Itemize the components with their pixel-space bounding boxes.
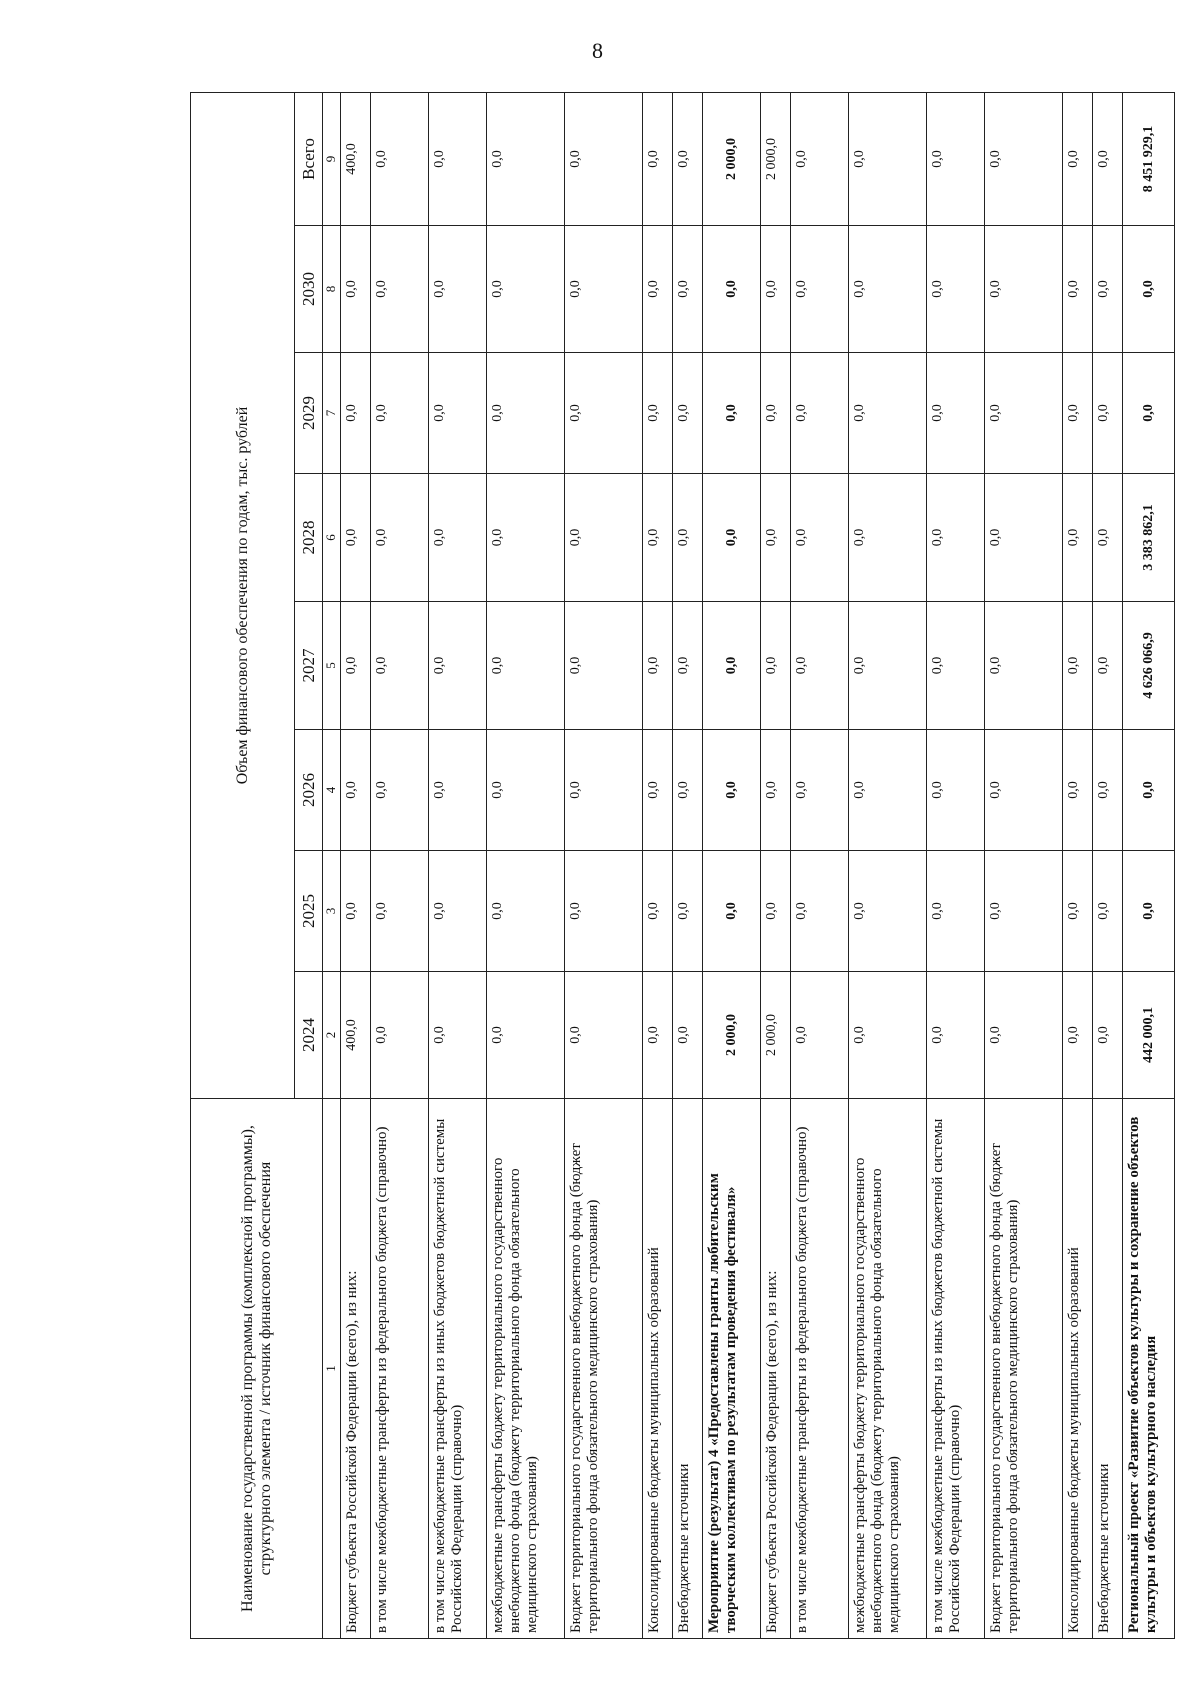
value-cell: 0,0 xyxy=(341,474,371,602)
table-row xyxy=(643,92,673,1638)
value-cell: 0,0 xyxy=(849,474,927,602)
value-cell: 0,0 xyxy=(1093,602,1123,730)
value-cell: 4 626 066,9 xyxy=(1123,602,1175,730)
value-cell: 0,0 xyxy=(703,851,761,972)
table-row xyxy=(703,92,761,1638)
volume-column-header: Объем финансового обеспечения по годам, тыс. рублей xyxy=(191,92,295,1098)
column-number: 7 xyxy=(323,353,341,474)
table-row xyxy=(565,92,643,1638)
column-number: 6 xyxy=(323,474,341,602)
total-header: Всего xyxy=(295,92,323,225)
total-value-cell: 0,0 xyxy=(927,92,985,225)
value-cell: 0,0 xyxy=(849,972,927,1099)
value-cell: 0,0 xyxy=(985,602,1063,730)
total-value-cell: 0,0 xyxy=(849,92,927,225)
value-cell: 0,0 xyxy=(761,353,791,474)
value-cell: 0,0 xyxy=(761,602,791,730)
value-cell: 0,0 xyxy=(791,851,849,972)
value-cell: 0,0 xyxy=(927,851,985,972)
value-cell: 0,0 xyxy=(341,226,371,353)
table-row xyxy=(341,92,371,1638)
value-cell: 0,0 xyxy=(429,730,487,851)
table-row xyxy=(673,92,703,1638)
value-cell: 0,0 xyxy=(487,226,565,353)
value-cell: 0,0 xyxy=(371,972,429,1099)
row-name-cell: Консолидированные бюджеты муниципальных образований xyxy=(1063,1099,1093,1639)
value-cell: 0,0 xyxy=(565,353,643,474)
value-cell: 0,0 xyxy=(565,474,643,602)
table-row xyxy=(487,92,565,1638)
total-value-cell: 0,0 xyxy=(429,92,487,225)
value-cell: 0,0 xyxy=(1093,730,1123,851)
column-number: 4 xyxy=(323,730,341,851)
value-cell: 2 000,0 xyxy=(703,972,761,1099)
table-row xyxy=(1093,92,1123,1638)
column-number: 5 xyxy=(323,602,341,730)
table-row xyxy=(429,92,487,1638)
year-header: 2028 xyxy=(295,474,323,602)
value-cell: 0,0 xyxy=(1123,226,1175,353)
value-cell: 0,0 xyxy=(1063,730,1093,851)
value-cell: 0,0 xyxy=(673,226,703,353)
value-cell: 0,0 xyxy=(371,730,429,851)
table-row xyxy=(761,92,791,1638)
value-cell: 0,0 xyxy=(703,730,761,851)
value-cell: 0,0 xyxy=(1093,851,1123,972)
value-cell: 0,0 xyxy=(927,474,985,602)
row-name-cell: Мероприятие (результат) 4 «Предоставлены гранты любительским творческим коллективам по результатам проведения фестиваля» xyxy=(703,1099,761,1639)
value-cell: 0,0 xyxy=(487,353,565,474)
value-cell: 0,0 xyxy=(565,602,643,730)
value-cell: 0,0 xyxy=(341,851,371,972)
value-cell: 3 383 862,1 xyxy=(1123,474,1175,602)
value-cell: 0,0 xyxy=(487,474,565,602)
total-value-cell: 2 000,0 xyxy=(761,92,791,225)
value-cell: 0,0 xyxy=(673,730,703,851)
value-cell: 0,0 xyxy=(1063,353,1093,474)
row-name-cell: Бюджет территориального государственного внебюджетного фонда (бюджет территориального фонда обязательного медицинского страхования) xyxy=(565,1099,643,1639)
value-cell: 0,0 xyxy=(791,353,849,474)
value-cell: 0,0 xyxy=(371,226,429,353)
value-cell: 0,0 xyxy=(565,851,643,972)
row-name-cell: Внебюджетные источники xyxy=(1093,1099,1123,1639)
value-cell: 442 000,1 xyxy=(1123,972,1175,1099)
value-cell: 0,0 xyxy=(791,972,849,1099)
table-row xyxy=(1063,92,1093,1638)
total-value-cell: 0,0 xyxy=(565,92,643,225)
total-value-cell: 8 451 929,1 xyxy=(1123,92,1175,225)
value-cell: 0,0 xyxy=(927,226,985,353)
total-value-cell: 0,0 xyxy=(371,92,429,225)
value-cell: 0,0 xyxy=(761,851,791,972)
row-name-cell: в том числе межбюджетные трансферты из федерального бюджета (справочно) xyxy=(791,1099,849,1639)
total-value-cell: 0,0 xyxy=(791,92,849,225)
row-name-cell: Внебюджетные источники xyxy=(673,1099,703,1639)
value-cell: 0,0 xyxy=(429,474,487,602)
value-cell: 0,0 xyxy=(565,730,643,851)
value-cell: 0,0 xyxy=(487,851,565,972)
value-cell: 0,0 xyxy=(643,353,673,474)
value-cell: 0,0 xyxy=(1063,972,1093,1099)
year-header: 2025 xyxy=(295,851,323,972)
year-header: 2030 xyxy=(295,226,323,353)
value-cell: 0,0 xyxy=(643,602,673,730)
row-name-cell: межбюджетные трансферты бюджету территориального государственного внебюджетного фонда (бюджету территориального фонда обязательного медицинского страхования) xyxy=(487,1099,565,1639)
value-cell: 0,0 xyxy=(985,972,1063,1099)
value-cell: 0,0 xyxy=(791,474,849,602)
financing-table xyxy=(190,92,1175,1639)
page-number: 8 xyxy=(592,38,603,63)
value-cell: 0,0 xyxy=(371,602,429,730)
value-cell: 0,0 xyxy=(565,972,643,1099)
total-value-cell: 0,0 xyxy=(487,92,565,225)
value-cell: 0,0 xyxy=(849,851,927,972)
value-cell: 400,0 xyxy=(341,972,371,1099)
value-cell: 0,0 xyxy=(791,226,849,353)
value-cell: 0,0 xyxy=(673,972,703,1099)
table-row xyxy=(985,92,1063,1638)
value-cell: 0,0 xyxy=(429,972,487,1099)
table-row xyxy=(927,92,985,1638)
value-cell: 0,0 xyxy=(643,474,673,602)
total-value-cell: 400,0 xyxy=(341,92,371,225)
value-cell: 0,0 xyxy=(703,602,761,730)
value-cell: 0,0 xyxy=(341,602,371,730)
value-cell: 0,0 xyxy=(985,474,1063,602)
value-cell: 0,0 xyxy=(371,353,429,474)
value-cell: 0,0 xyxy=(927,730,985,851)
value-cell: 0,0 xyxy=(1063,474,1093,602)
value-cell: 0,0 xyxy=(1123,353,1175,474)
table-row xyxy=(849,92,927,1638)
value-cell: 0,0 xyxy=(487,602,565,730)
table-row xyxy=(371,92,429,1638)
column-number: 2 xyxy=(323,972,341,1099)
value-cell: 0,0 xyxy=(1063,851,1093,972)
value-cell: 0,0 xyxy=(1123,730,1175,851)
total-value-cell: 0,0 xyxy=(643,92,673,225)
value-cell: 0,0 xyxy=(429,226,487,353)
value-cell: 0,0 xyxy=(673,602,703,730)
row-name-cell: в том числе межбюджетные трансферты из иных бюджетов бюджетной системы Российской Федерации (справочно) xyxy=(927,1099,985,1639)
column-number: 9 xyxy=(323,92,341,225)
value-cell: 0,0 xyxy=(927,353,985,474)
value-cell: 0,0 xyxy=(429,851,487,972)
year-header: 2024 xyxy=(295,972,323,1099)
value-cell: 0,0 xyxy=(985,226,1063,353)
value-cell: 0,0 xyxy=(487,972,565,1099)
column-number: 8 xyxy=(323,226,341,353)
value-cell: 0,0 xyxy=(565,226,643,353)
value-cell: 0,0 xyxy=(429,602,487,730)
total-value-cell: 0,0 xyxy=(1093,92,1123,225)
value-cell: 0,0 xyxy=(1093,972,1123,1099)
column-number: 3 xyxy=(323,851,341,972)
name-column-header: Наименование государственной программы (комплексной программы), структурного элемента / источник финансового обеспечения xyxy=(191,1099,323,1639)
value-cell: 0,0 xyxy=(849,226,927,353)
value-cell: 0,0 xyxy=(341,353,371,474)
value-cell: 2 000,0 xyxy=(761,972,791,1099)
value-cell: 0,0 xyxy=(985,851,1063,972)
total-value-cell: 0,0 xyxy=(1063,92,1093,225)
value-cell: 0,0 xyxy=(927,602,985,730)
value-cell: 0,0 xyxy=(985,730,1063,851)
row-name-cell: в том числе межбюджетные трансферты из иных бюджетов бюджетной системы Российской Федерации (справочно) xyxy=(429,1099,487,1639)
total-value-cell: 0,0 xyxy=(985,92,1063,225)
value-cell: 0,0 xyxy=(643,972,673,1099)
total-value-cell: 0,0 xyxy=(673,92,703,225)
row-name-cell: Региональный проект «Развитие объектов культуры и сохранение объектов культуры и объектов культурного наследия xyxy=(1123,1099,1175,1639)
row-name-cell: Бюджет субъекта Российской Федерации (всего), из них: xyxy=(341,1099,371,1639)
value-cell: 0,0 xyxy=(761,474,791,602)
table-row xyxy=(791,92,849,1638)
year-header: 2027 xyxy=(295,602,323,730)
value-cell: 0,0 xyxy=(849,602,927,730)
year-header: 2026 xyxy=(295,730,323,851)
value-cell: 0,0 xyxy=(673,353,703,474)
value-cell: 0,0 xyxy=(487,730,565,851)
value-cell: 0,0 xyxy=(761,226,791,353)
value-cell: 0,0 xyxy=(643,226,673,353)
value-cell: 0,0 xyxy=(849,730,927,851)
value-cell: 0,0 xyxy=(791,602,849,730)
row-name-cell: Консолидированные бюджеты муниципальных образований xyxy=(643,1099,673,1639)
table-row xyxy=(1123,92,1175,1638)
value-cell: 0,0 xyxy=(1093,353,1123,474)
value-cell: 0,0 xyxy=(1093,474,1123,602)
row-name-cell: Бюджет территориального государственного внебюджетного фонда (бюджет территориального фонда обязательного медицинского страхования) xyxy=(985,1099,1063,1639)
value-cell: 0,0 xyxy=(849,353,927,474)
value-cell: 0,0 xyxy=(643,851,673,972)
value-cell: 0,0 xyxy=(703,226,761,353)
value-cell: 0,0 xyxy=(1063,602,1093,730)
value-cell: 0,0 xyxy=(429,353,487,474)
year-header: 2029 xyxy=(295,353,323,474)
value-cell: 0,0 xyxy=(1063,226,1093,353)
value-cell: 0,0 xyxy=(1123,851,1175,972)
value-cell: 0,0 xyxy=(341,730,371,851)
value-cell: 0,0 xyxy=(673,474,703,602)
row-name-cell: Бюджет субъекта Российской Федерации (всего), из них: xyxy=(761,1099,791,1639)
value-cell: 0,0 xyxy=(643,730,673,851)
value-cell: 0,0 xyxy=(1093,226,1123,353)
value-cell: 0,0 xyxy=(985,353,1063,474)
value-cell: 0,0 xyxy=(371,474,429,602)
value-cell: 0,0 xyxy=(761,730,791,851)
value-cell: 0,0 xyxy=(791,730,849,851)
value-cell: 0,0 xyxy=(371,851,429,972)
total-value-cell: 2 000,0 xyxy=(703,92,761,225)
value-cell: 0,0 xyxy=(673,851,703,972)
row-name-cell: в том числе межбюджетные трансферты из федерального бюджета (справочно) xyxy=(371,1099,429,1639)
column-number: 1 xyxy=(323,1099,341,1639)
rotated-table-area xyxy=(190,93,1159,1639)
row-name-cell: межбюджетные трансферты бюджету территориального государственного внебюджетного фонда (бюджету территориального фонда обязательного медицинского страхования) xyxy=(849,1099,927,1639)
value-cell: 0,0 xyxy=(927,972,985,1099)
value-cell: 0,0 xyxy=(703,474,761,602)
value-cell: 0,0 xyxy=(703,353,761,474)
